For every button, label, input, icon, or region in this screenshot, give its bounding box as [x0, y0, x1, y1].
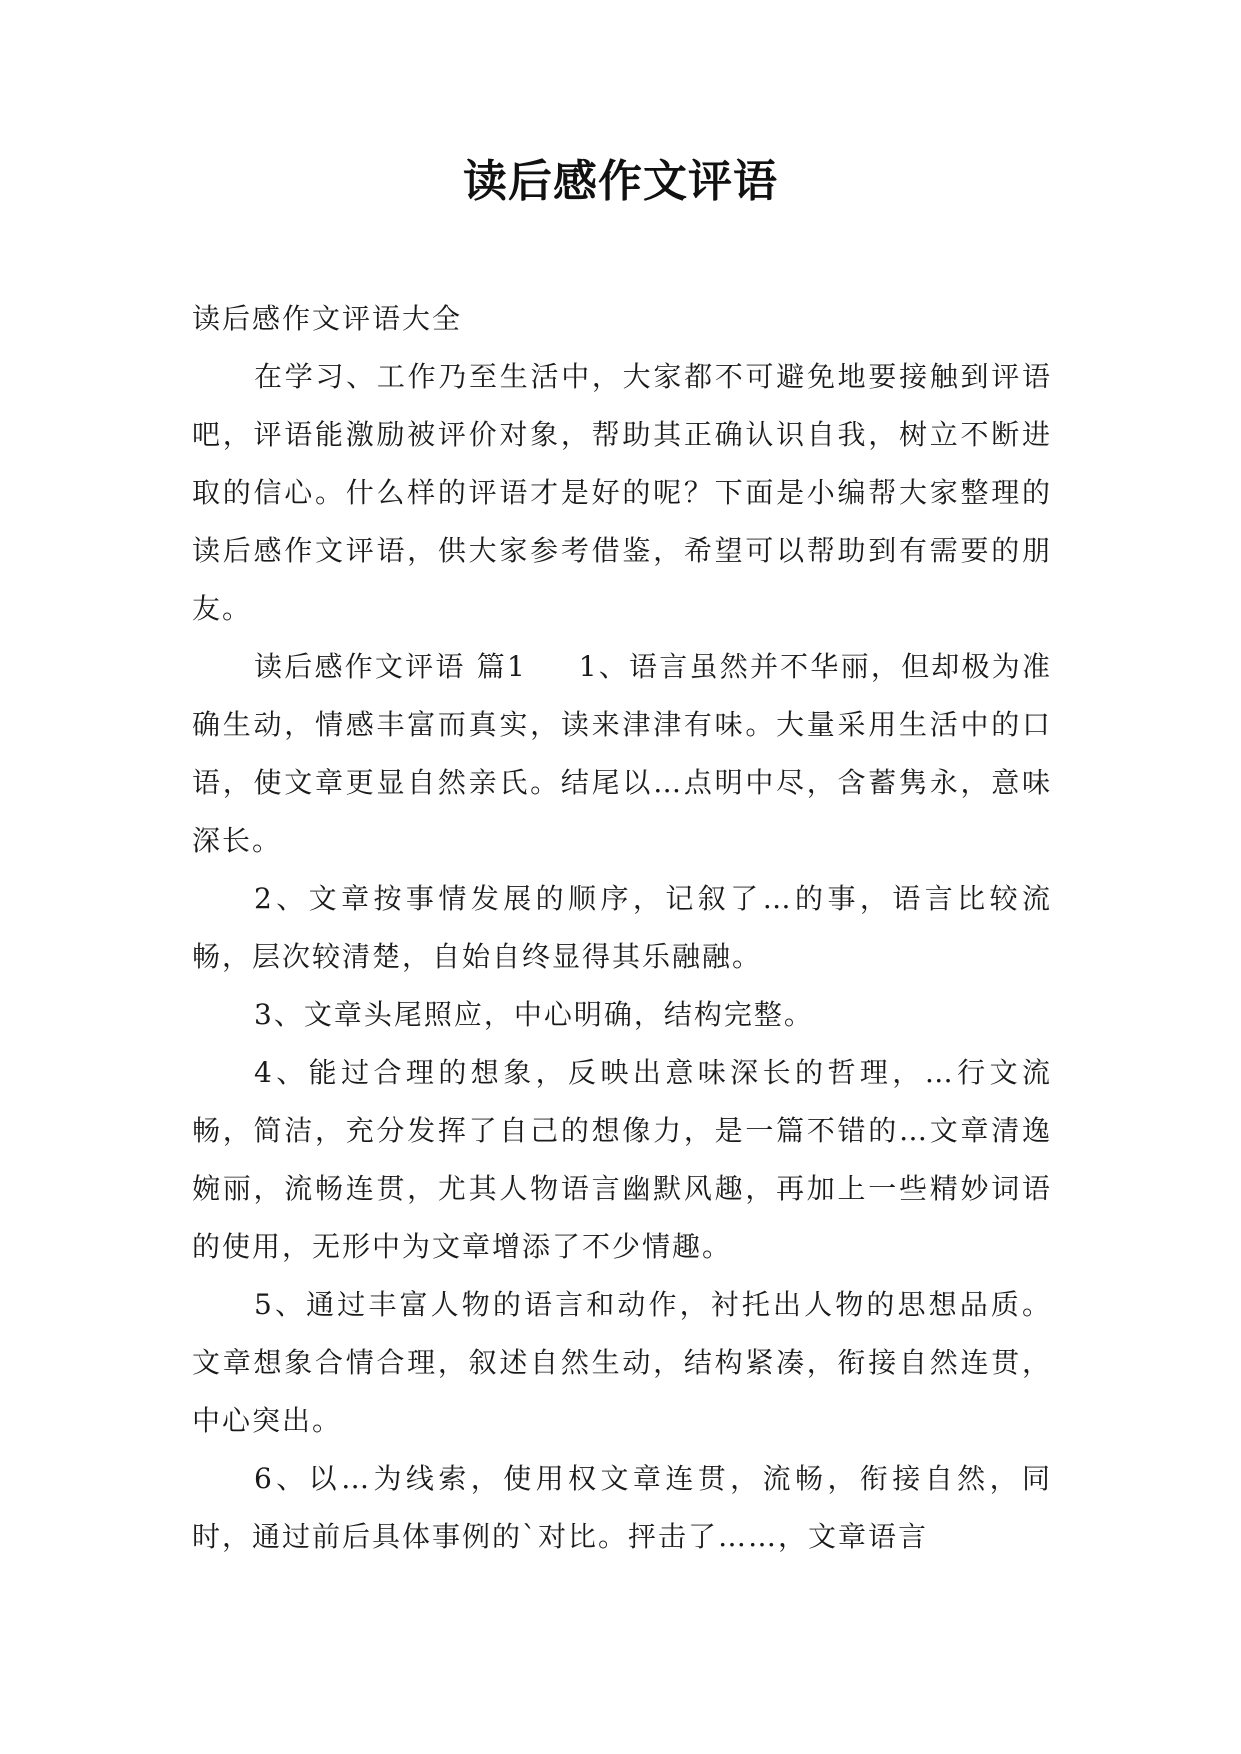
comment-item: 3、文章头尾照应，中心明确，结构完整。	[254, 998, 814, 1031]
section-heading: 读后感作文评语 篇1	[254, 650, 527, 683]
comment-item: 6、以…为线索，使用权文章连贯，流畅，衔接自然，同时，通过前后具体事例的`对比。抨击了……，文章语言	[192, 1462, 1052, 1553]
comment-item: 5、通过丰富人物的语言和动作，衬托出人物的思想品质。文章想象合情合理，叙述自然生动，结构紧凑，衔接自然连贯，中心突出。	[192, 1288, 1052, 1437]
comment-item: 4、能过合理的想象，反映出意味深长的哲理，…行文流畅，简洁，充分发挥了自己的想像力，是一篇不错的…文章清逸婉丽，流畅连贯，尤其人物语言幽默风趣，再加上一些精妙词语的使用，无形中为文章增添了不少情趣。	[192, 1056, 1052, 1263]
document-body	[192, 290, 1052, 1566]
comment-item: 1、语言虽然并不华丽，但却极为准确生动，情感丰富而真实，读来津津有味。大量采用生活中的口语，使文章更显自然亲氏。结尾以…点明中尽，含蓄隽永，意味深长。	[192, 650, 1052, 857]
document-subtitle: 读后感作文评语大全	[192, 302, 463, 335]
section-paragraph	[192, 638, 1052, 870]
comment-item: 2、文章按事情发展的顺序，记叙了…的事，语言比较流畅，层次较清楚，自始自终显得其乐融融。	[192, 882, 1052, 973]
intro-paragraph: 在学习、工作乃至生活中，大家都不可避免地要接触到评语吧，评语能激励被评价对象，帮助其正确认识自我，树立不断进取的信心。什么样的评语才是好的呢？下面是小编帮大家整理的读后感作文评语，供大家参考借鉴，希望可以帮助到有需要的朋友。	[192, 360, 1052, 625]
document-title: 读后感作文评语	[463, 156, 778, 207]
